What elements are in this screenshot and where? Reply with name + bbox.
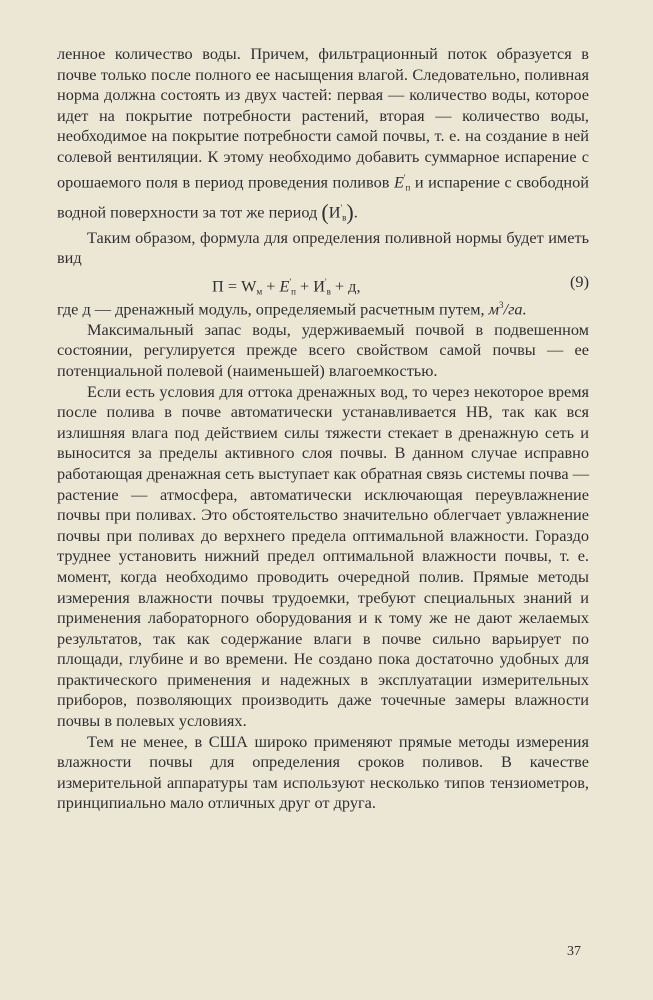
paragraph-1 [57,44,589,228]
formula-prime: ' [324,276,327,287]
paragraph-5: Если есть условия для оттока дренажных вод, то через некоторое время после полива в почве автоматически устанавливается НВ, так как вся излишняя влага под действием силы тяжести стекает в дренажную сеть и выносится за пределы активного слоя почвы. В данном случае исправно работающая дренажная сеть выступает как обратная связь системы почва — растение — атмосфера, автоматически исключающая переувлажнение почвы при поливах. Это обстоятельство значительно облегчает увлажнение почвы при поливах до верхнего предела оптимальной влажности. Гораздо труднее установить нижний предел оптимальной влажности почвы, т. е. момент, когда необходимо проводить очередной полив. Прямые методы измерения влажности почвы трудоемки, требуют специальных знаний и применения лабораторного оборудования и к тому же не дают желаемых результатов, так как содержание влаги в почве сильно варьирует по площади, глубине и во времени. Не создано пока достаточно удобных для практического применения и надежных в эксплуатации измерительных приборов, позволяющих производить даже точечные замеры влажности почвы в полевых условиях. [57,381,589,731]
formula-number: (9) [570,271,589,291]
page-number: 37 [567,944,581,959]
formula-lhs: П = W [212,276,257,296]
formula-line [57,271,589,295]
paragraph-1-text-b: и испарение с свободной водной поверхности за тот же период [57,171,589,221]
formula-i: И [313,276,325,296]
prime-mark: ' [403,172,406,183]
body-text [57,44,589,814]
unit-sup: 3 [499,299,504,310]
formula-tail: + д, [330,276,361,296]
unit-m: м [488,299,500,319]
paren-right: ) [346,199,354,224]
formula-9 [212,272,361,302]
paragraph-1-text: ленное количество воды. Причем, фильтрационный поток образуется в почве только после полного ее насыщения влагой. Следовательно, поливная норма должна состоять из двух частей: первая — количество воды, которое идет на покрытие потребности растений, вторая — количество воды, необходимое на покрытие потребности самой почвы, т. е. на создание в ней солевой вентиляции. К этому необходимо добавить суммарное испарение с орошаемого поля в период проведения поливов [57,44,589,191]
paren-left: ( [321,199,329,224]
subscript-v: в [342,212,347,222]
formula-sub-v: в [326,286,331,297]
formula-plus: + [262,276,280,296]
subscript-p: п [405,181,411,192]
symbol-e: E [393,171,404,191]
symbol-i: И [328,202,341,221]
formula-prime: ' [289,276,292,287]
prime-mark: ' [340,202,343,213]
unit-ga: /га. [503,299,527,319]
formula-sub-m: м [256,286,263,297]
formula-plus: + [295,276,314,296]
paragraph-3-text: где д — дренажный модуль, определяемый расчетным путем, [57,299,489,319]
paragraph-4: Максимальный запас воды, удерживаемый почвой в подвешенном состоянии, регулируется прежде всего свойством самой почвы — ее потенциальной полевой (наименьшей) влагоемкостью. [57,319,589,380]
paragraph-6: Тем не менее, в США широко применяют прямые методы измерения влажности почвы для определения сроков поливов. В качестве измерительной аппаратуры там используют несколько типов тензиометров, принципиально мало отличных друг от друга. [57,731,589,813]
formula-sub-p: п [291,286,296,297]
period: . [353,202,358,221]
formula-e: E [279,276,290,296]
paragraph-2: Таким образом, формула для определения поливной нормы будет иметь вид [57,227,589,268]
